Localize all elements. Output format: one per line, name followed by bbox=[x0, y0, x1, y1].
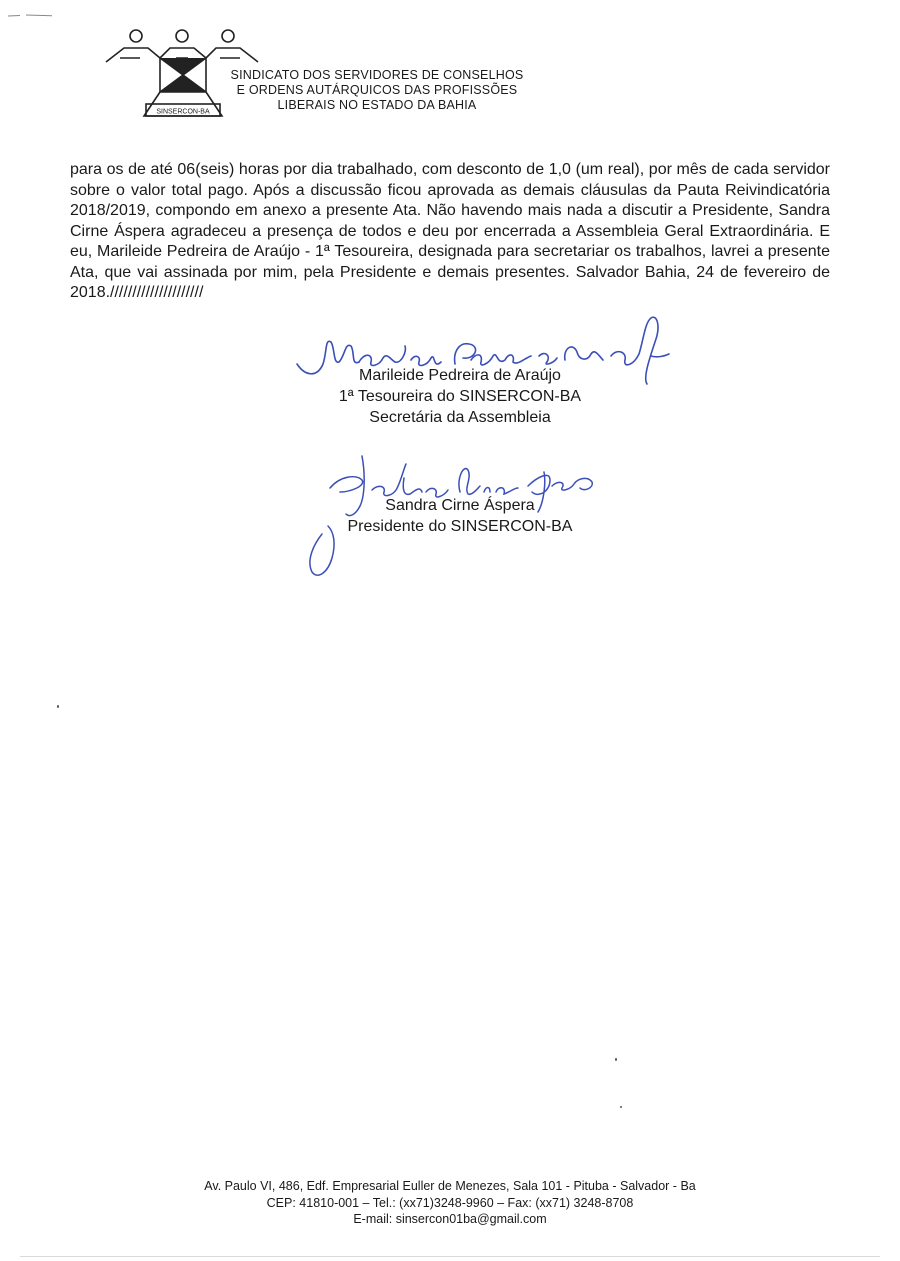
scan-speck bbox=[615, 1058, 617, 1061]
minutes-paragraph: para os de até 06(seis) horas por dia trabalhado, com desconto de 1,0 (um real), por mês de cada servidor sobre o valor total pago. Após a discussão ficou aprovada as demais cláusulas da Pauta Reivindicatória 2018/2019, compondo em anexo a presente Ata. Não havendo mais nada a discutir a Presidente, Sandra Cirne Áspera agradeceu a presença de todos e deu por encerrada a Assembleia Geral Extraordinária. E eu, Marileide Pedreira de Araújo - 1ª Tesoureira, designada para secretariar os trabalhos, lavrei a presente Ata, que vai assinada por mim, pela Presidente e demais presentes. Salvador Bahia, 24 de fevereiro de 2018.///////////////////// bbox=[70, 161, 830, 301]
org-line-1: SINDICATO DOS SERVIDORES DE CONSELHOS bbox=[230, 68, 524, 82]
signature-block-secretary bbox=[260, 365, 660, 428]
signatory-name: Marileide Pedreira de Araújo bbox=[359, 367, 561, 384]
signatory-role-secondary: Secretária da Assembleia bbox=[369, 409, 551, 426]
org-line-3: LIBERAIS NO ESTADO DA BAHIA bbox=[277, 98, 477, 112]
footer-address: Av. Paulo VI, 486, Edf. Empresarial Euller de Menezes, Sala 101 - Pituba - Salvador - Ba bbox=[204, 1179, 696, 1193]
signatory-role: Presidente do SINSERCON-BA bbox=[347, 518, 573, 535]
signatory-role: 1ª Tesoureira do SINSERCON-BA bbox=[338, 388, 582, 405]
footer-contact: CEP: 41810-001 – Tel.: (xx71)3248-9960 – Fax: (xx71) 3248-8708 bbox=[266, 1195, 634, 1210]
scan-speck bbox=[57, 705, 59, 708]
letterhead-footer bbox=[0, 1178, 900, 1228]
logo-text: SINSERCON-BA bbox=[156, 108, 210, 116]
org-line-2: E ORDENS AUTÁRQUICOS DAS PROFISSÕES bbox=[236, 83, 518, 97]
signatory-name: Sandra Cirne Áspera bbox=[385, 497, 535, 514]
scan-speck bbox=[620, 1106, 622, 1108]
organization-name bbox=[212, 68, 542, 113]
scan-mark bbox=[8, 14, 54, 17]
footer-email: E-mail: sinsercon01ba@gmail.com bbox=[353, 1212, 547, 1226]
signature-block-president bbox=[260, 495, 660, 537]
page-edge-line bbox=[20, 1256, 880, 1257]
